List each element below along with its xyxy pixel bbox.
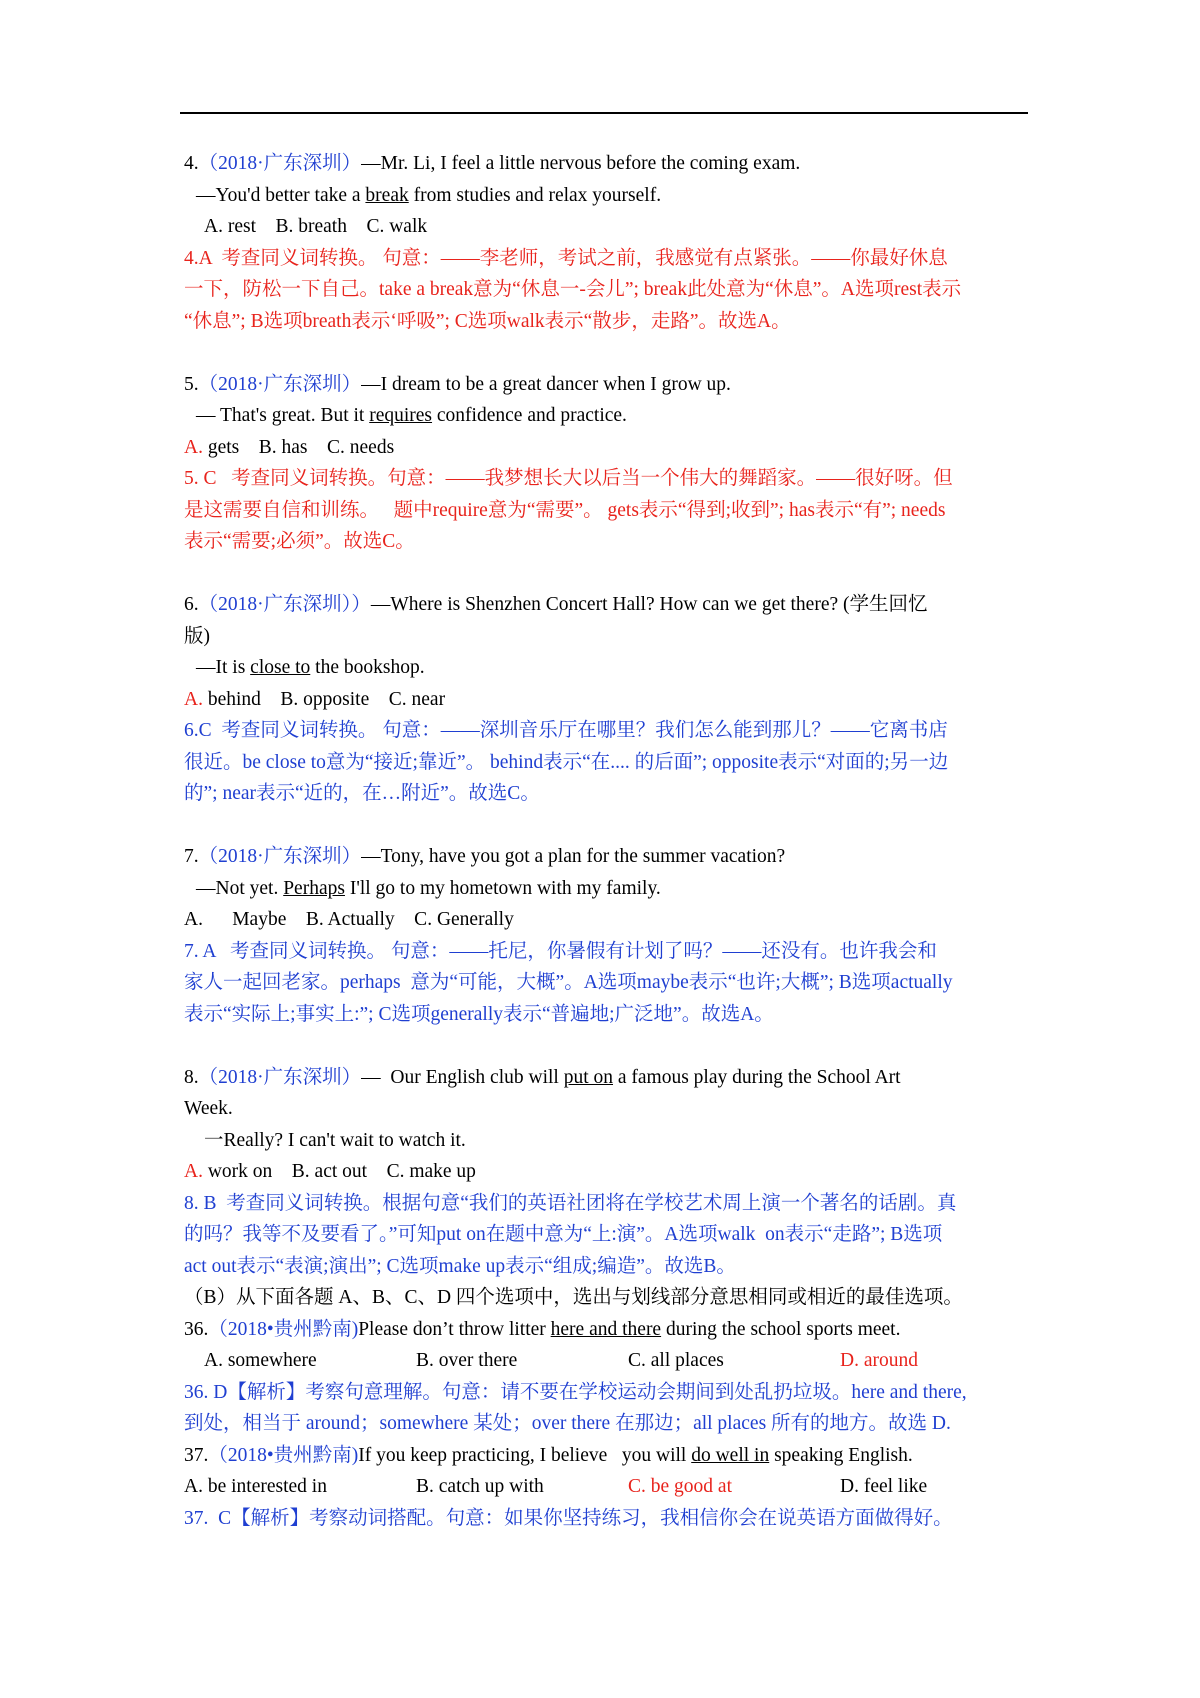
q4-options: A. rest B. breath C. walk — [204, 216, 428, 237]
q5-answer-line-2: 是这需要自信和训练。 题中require意为“需要”。 gets表示“得到;收到”; has表示“有”; needs — [184, 499, 946, 521]
q8-options: A. work on B. act out C. make up — [184, 1161, 476, 1182]
q7-underlined: Perhaps — [283, 877, 345, 899]
q37-option-b: B. catch up with — [416, 1476, 544, 1497]
q4-underlined: break — [365, 184, 409, 206]
q4-answer-line-3: “休息”; B选项breath表示‘呼吸”; C选项walk表示“散步，走路”。故选A。 — [184, 310, 791, 332]
q6-prompt — [184, 589, 1026, 621]
q36-answer-line-2: 到处，相当于 around；somewhere 某处；over there 在那边；all places 所有的地方。故选 D. — [184, 1413, 951, 1434]
q8-reply: 一Really? I can't wait to watch it. — [204, 1129, 466, 1151]
q7-answer-line-1: 7. A 考查同义词转换。 句意：——托尼，你暑假有计划了吗？——还没有。也许我会和 — [184, 940, 937, 962]
q37-number: 37. — [184, 1444, 209, 1466]
q7-answer-line-2: 家人一起回老家。perhaps 意为“可能，大概”。A选项maybe表示“也许;大概”; B选项actually — [184, 972, 953, 993]
q8-underlined: put on — [563, 1066, 613, 1088]
q6-answer-line-3: 的”; near表示“近的，在…附近”。故选C。 — [184, 783, 540, 804]
q5-source: （2018·广东深圳） — [198, 373, 362, 395]
q4-prompt-text: —Mr. Li, I feel a little nervous before the coming exam. — [361, 153, 801, 174]
section-b-heading: （B）从下面各题 A、B、C、D 四个选项中，选出与划线部分意思相同或相近的最佳选项。 — [184, 1287, 963, 1308]
q36-underlined: here and there — [550, 1318, 662, 1340]
q6-answer-line-1: 6.C 考查同义词转换。 句意：——深圳音乐厅在哪里？我们怎么能到那儿？——它离书店 — [184, 720, 948, 741]
q4-prompt — [184, 148, 1026, 180]
q5-answer-line-1: 5. C 考查同义词转换。句意：——我梦想长大以后当一个伟大的舞蹈家。——很好呀。但 — [184, 468, 953, 489]
q7-reply: —Not yet. Perhaps I'll go to my hometown with my family. — [196, 877, 661, 899]
q4-answer-line-2: 一下，防松一下自己。take a break意为“休息一-会儿”; break此处意为“休息”。A选项rest表示 — [184, 279, 962, 300]
q7-options: A. Maybe B. Actually C. Generally — [184, 909, 514, 930]
q7-number: 7. — [184, 846, 199, 867]
q8-prompt: 8.（2018·广东深圳）— Our English club will put on a famous play during the School Art — [184, 1066, 901, 1088]
q37-option-a: A. be interested in — [184, 1476, 327, 1497]
q7-prompt — [184, 841, 1026, 873]
q6-prompt-text: —Where is Shenzhen Concert Hall? How can we get there? (学生回忆 — [370, 594, 928, 615]
q37-option-c: C. be good at — [628, 1476, 732, 1497]
q5-underlined: requires — [369, 405, 433, 426]
q36-option-d: D. around — [840, 1350, 918, 1371]
q6-underlined: close to — [250, 657, 311, 678]
q36-source: （2018•贵州黔南) — [208, 1318, 359, 1340]
q8-prompt-cont: Week. — [184, 1098, 233, 1119]
q5-answer-line-3: 表示“需要;必须”。故选C。 — [184, 531, 415, 552]
q6-number: 6. — [184, 594, 199, 615]
q5-reply: — That's great. But it requires confidence and practice. — [196, 405, 627, 426]
q36-answer-line-1: 36. D【解析】考察句意理解。句意：请不要在学校运动会期间到处乱扔垃圾。here and there, — [184, 1381, 967, 1403]
q7-prompt-text: —Tony, have you got a plan for the summer vacation? — [361, 846, 786, 867]
q36-prompt: 36.（2018•贵州黔南)Please don’t throw litter here and there during the school sports meet. — [184, 1318, 901, 1340]
q8-number: 8. — [184, 1066, 199, 1088]
q8-answer-line-2: 的吗？我等不及要看了。”可知put on在题中意为“上:演”。A选项walk on表示“走路”; B选项 — [184, 1224, 943, 1245]
q5-prompt — [184, 369, 1026, 401]
q5-number: 5. — [184, 373, 199, 395]
q4-reply: —You'd better take a break from studies and relax yourself. — [196, 184, 662, 206]
q6-answer-line-2: 很近。be close to意为“接近;靠近”。 behind表示“在.... 的后面”; opposite表示“对面的;另一边 — [184, 751, 949, 773]
q37-option-d: D. feel like — [840, 1476, 928, 1497]
q36-option-a: A. somewhere — [204, 1350, 317, 1371]
q8-answer-line-3: act out表示“表演;演出”; C选项make up表示“组成;编造”。故选B。 — [184, 1255, 736, 1277]
q4-answer-line-1: 4.A 考查同义词转换。 句意：——李老师，考试之前，我感觉有点紧张。——你最好休息 — [184, 247, 948, 269]
q7-answer-line-3: 表示“实际上;事实上:”; C选项generally表示“普遍地;广泛地”。故选A。 — [184, 1003, 774, 1025]
q36-options — [184, 1345, 1026, 1377]
q37-source: （2018•贵州黔南) — [208, 1444, 359, 1466]
q37-options — [184, 1471, 1026, 1503]
q6-options: A. behind B. opposite C. near — [184, 688, 446, 710]
q37-answer-line-1: 37. C【解析】考察动词搭配。句意：如果你坚持练习，我相信你会在说英语方面做得好。 — [184, 1507, 953, 1529]
q6-reply: —It is close to the bookshop. — [196, 657, 425, 678]
q36-option-c: C. all places — [628, 1350, 724, 1371]
q4-number: 4. — [184, 153, 199, 174]
q8-source: （2018·广东深圳） — [198, 1066, 362, 1088]
q6-prompt-cont: 版) — [184, 625, 210, 647]
q5-prompt-text: —I dream to be a great dancer when I grow up. — [361, 373, 731, 395]
q37-underlined: do well in — [691, 1444, 770, 1466]
q37-prompt: 37.（2018•贵州黔南)If you keep practicing, I believe you will do well in speaking English. — [184, 1444, 913, 1466]
q6-source: （2018·广东深圳）） — [198, 594, 371, 615]
q36-number: 36. — [184, 1318, 209, 1340]
q5-options: A. gets B. has C. needs — [184, 436, 395, 458]
document-page — [184, 148, 1026, 1534]
q7-source: （2018·广东深圳） — [198, 846, 362, 867]
q8-answer-line-1: 8. B 考查同义词转换。根据句意“我们的英语社团将在学校艺术周上演一个著名的话剧。真 — [184, 1192, 957, 1214]
header-rule — [180, 112, 1028, 114]
q36-option-b: B. over there — [416, 1350, 518, 1371]
q4-source: （2018·广东深圳） — [198, 153, 362, 174]
